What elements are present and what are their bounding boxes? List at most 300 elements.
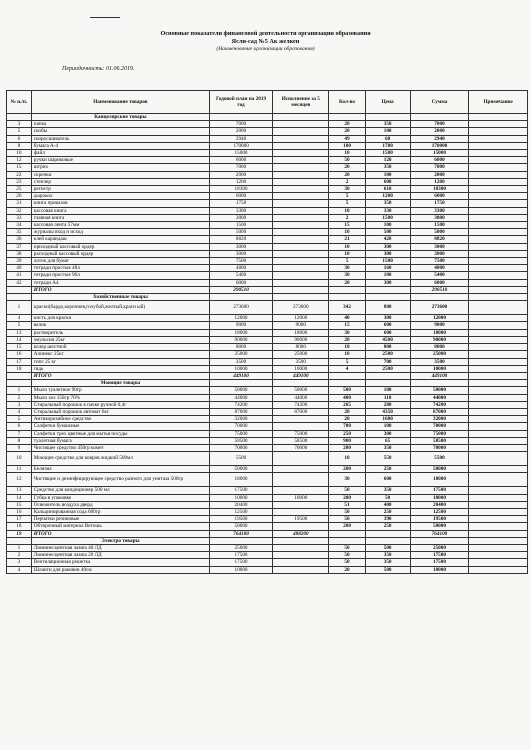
cell-execution: 44000 [273, 394, 329, 401]
cell-quantity: 50 [329, 552, 365, 559]
cell-sum: 12000 [410, 315, 469, 322]
cell-execution [273, 279, 329, 286]
scan-mark [90, 17, 120, 18]
cell-empty [329, 380, 365, 387]
cell-plan: 3000 [209, 214, 272, 221]
cell-execution [273, 157, 329, 164]
cell-number: 14 [7, 494, 32, 501]
cell-sum: 18300 [410, 186, 469, 193]
cell-plan: 74200 [209, 401, 272, 408]
cell-plan: 18000 [209, 329, 272, 336]
cell-empty [273, 537, 329, 544]
cell-name: кисть для краски [31, 315, 209, 322]
cell-note [469, 452, 528, 466]
cell-execution [273, 128, 329, 135]
cell-plan: 90000 [209, 336, 272, 343]
cell-execution: 58500 [273, 437, 329, 444]
cell-sum: 87000 [410, 408, 469, 415]
cell-price: 100 [365, 171, 410, 178]
cell-empty [365, 294, 410, 301]
cell-execution [273, 501, 329, 508]
cell-name: эмульсия 25кг [31, 336, 209, 343]
cell-quantity: 10 [329, 229, 365, 236]
cell-execution [273, 473, 329, 487]
cell-name: Белизна [31, 466, 209, 473]
cell-sum: 75000 [410, 430, 469, 437]
cell-plan: 4800 [209, 265, 272, 272]
cell-name: Обтирочный материал Ветошь [31, 523, 209, 530]
table-body [7, 114, 528, 574]
cell-empty [469, 537, 528, 544]
cell-number: 18 [7, 365, 32, 372]
cell-note [469, 408, 528, 415]
cell-execution [273, 243, 329, 250]
cell-name: файл [31, 150, 209, 157]
cell-empty [273, 114, 329, 121]
cell-name: скрепки [31, 171, 209, 178]
cell-note [469, 416, 528, 423]
table-row [7, 351, 528, 358]
cell-number: 4 [7, 408, 32, 415]
cell-price: 500 [365, 566, 410, 573]
cell-name: гвдь [31, 365, 209, 372]
section-row [7, 537, 528, 544]
cell-quantity: 50 [329, 516, 365, 523]
cell-plan: 6000 [209, 157, 272, 164]
cell-execution: 10000 [273, 494, 329, 501]
cell-note [469, 336, 528, 343]
table-row [7, 301, 528, 315]
cell-note [469, 272, 528, 279]
cell-name: тетради А4 [31, 279, 209, 286]
cell-empty [410, 114, 469, 121]
cell-quantity: 51 [329, 501, 365, 508]
cell-price: 800 [365, 344, 410, 351]
cell-quantity: 20 [329, 416, 365, 423]
cell-note [469, 523, 528, 530]
cell-quantity: 50 [329, 508, 365, 515]
cell-sum: 5400 [410, 272, 469, 279]
cell-execution: 8000 [273, 344, 329, 351]
cell-note [469, 315, 528, 322]
cell-quantity: 5 [329, 358, 365, 365]
cell-number: 15 [7, 164, 32, 171]
table-row [7, 214, 528, 221]
cell-name: Вентиляционная решетка [31, 559, 209, 566]
cell-execution: 25000 [273, 351, 329, 358]
cell-execution [273, 171, 329, 178]
cell-note [469, 193, 528, 200]
cell-execution: 273600 [273, 301, 329, 315]
cell-sum: 5000 [410, 229, 469, 236]
cell-name: Салфетки трех цветные для мытья посуды [31, 430, 209, 437]
cell-plan: 170000 [209, 142, 272, 149]
cell-number: 10 [7, 150, 32, 157]
cell-empty [365, 114, 410, 121]
cell-price [365, 286, 410, 293]
cell-sum: 18000 [410, 473, 469, 487]
cell-plan: 50000 [209, 387, 272, 394]
cell-empty [469, 294, 528, 301]
cell-number: 34 [7, 222, 32, 229]
cell-plan: 50000 [209, 523, 272, 530]
cell-number: 38 [7, 250, 32, 257]
table-row [7, 279, 528, 286]
cell-name: Чистящее средство 450гр комет [31, 444, 209, 451]
cell-quantity: 5 [329, 258, 365, 265]
cell-name: книга приказов [31, 200, 209, 207]
cell-plan: 273600 [209, 301, 272, 315]
cell-name: Моющие средство для ковров жидкий 500мл [31, 452, 209, 466]
cell-number [7, 294, 32, 301]
cell-quantity: 10 [329, 243, 365, 250]
col-header-note: Примечание [469, 91, 528, 114]
cell-note [469, 358, 528, 365]
cell-name: бумага А-4 [31, 142, 209, 149]
cell-note [469, 566, 528, 573]
table-row [7, 401, 528, 408]
cell-note [469, 329, 528, 336]
finance-table [6, 90, 528, 574]
cell-price: 330 [365, 207, 410, 214]
section-row [7, 114, 528, 121]
cell-name: Стиральный порошок автомат 6кг [31, 408, 209, 415]
cell-number: 13 [7, 487, 32, 494]
cell-note [469, 394, 528, 401]
cell-plan: 3000 [209, 243, 272, 250]
table-row [7, 552, 528, 559]
cell-price [365, 372, 410, 379]
cell-plan: 9000 [209, 322, 272, 329]
table-row [7, 365, 528, 372]
cell-execution [273, 452, 329, 466]
cell-name: кассовая книга [31, 207, 209, 214]
cell-plan: 8000 [209, 344, 272, 351]
cell-sum: 6000 [410, 279, 469, 286]
cell-note [469, 516, 528, 523]
col-header-execution: Исполнение за 5 месяцев [273, 91, 329, 114]
cell-quantity: 2 [329, 214, 365, 221]
cell-price: 100 [365, 222, 410, 229]
table-row [7, 315, 528, 322]
cell-sum: 58500 [410, 437, 469, 444]
cell-name: колер шестной [31, 344, 209, 351]
cell-number: 19 [7, 530, 32, 537]
cell-price: 4350 [365, 408, 410, 415]
cell-quantity: 200 [329, 494, 365, 501]
cell-note [469, 171, 528, 178]
cell-price: 2500 [365, 351, 410, 358]
cell-quantity: 342 [329, 301, 365, 315]
cell-name: Люминесцентная лампа 40 ЛД [31, 544, 209, 551]
cell-name: расходный кассовый ордер [31, 250, 209, 257]
cell-name: Алинекс 25кг [31, 351, 209, 358]
cell-number: 10 [7, 452, 32, 466]
table-row [7, 250, 528, 257]
cell-note [469, 501, 528, 508]
cell-sum: 20400 [410, 501, 469, 508]
cell-sum: 273600 [410, 301, 469, 315]
cell-quantity: 4 [329, 365, 365, 372]
cell-price: 350 [365, 559, 410, 566]
cell-name: приходный кассовый ордер [31, 243, 209, 250]
cell-note [469, 135, 528, 142]
cell-number: 15 [7, 501, 32, 508]
cell-number: 23 [7, 178, 32, 185]
section-row [7, 294, 528, 301]
cell-name: ИТОГО [31, 372, 209, 379]
cell-execution [273, 207, 329, 214]
table-row [7, 193, 528, 200]
cell-quantity: 10 [329, 150, 365, 157]
cell-price: 350 [365, 200, 410, 207]
table-row [7, 430, 528, 437]
table-row [7, 142, 528, 149]
table-row [7, 559, 528, 566]
cell-number: 4 [7, 315, 32, 322]
cell-quantity: 20 [329, 566, 365, 573]
cell-empty [329, 114, 365, 121]
col-header-quantity: Кол-во [329, 91, 365, 114]
cell-execution: 19500 [273, 516, 329, 523]
cell-quantity: 20 [329, 121, 365, 128]
cell-price: 300 [365, 250, 410, 257]
cell-sum: 25000 [410, 544, 469, 551]
cell-number: 5 [7, 416, 32, 423]
cell-sum: 1200 [410, 178, 469, 185]
cell-price: 120 [365, 157, 410, 164]
table-row [7, 186, 528, 193]
cell-execution [273, 200, 329, 207]
cell-note [469, 508, 528, 515]
cell-empty [209, 114, 272, 121]
cell-number [7, 380, 32, 387]
cell-price: 100 [365, 423, 410, 430]
cell-empty [273, 294, 329, 301]
cell-empty [209, 380, 272, 387]
cell-name: Антикорозийное средство [31, 416, 209, 423]
table-row [7, 394, 528, 401]
cell-quantity [329, 530, 365, 537]
cell-plan: 3500 [209, 358, 272, 365]
cell-number: 3 [7, 121, 32, 128]
cell-number: 3 [7, 401, 32, 408]
cell-price: 350 [365, 444, 410, 451]
cell-execution [273, 552, 329, 559]
cell-plan: 25000 [209, 544, 272, 551]
cell-empty [410, 294, 469, 301]
cell-sum: 6000 [410, 193, 469, 200]
cell-price: 600 [365, 322, 410, 329]
cell-plan: 10000 [209, 365, 272, 372]
cell-name: журналы вход и исход [31, 229, 209, 236]
table-row [7, 344, 528, 351]
cell-sum: 17500 [410, 552, 469, 559]
cell-execution [273, 566, 329, 573]
table-row [7, 444, 528, 451]
table-row [7, 229, 528, 236]
cell-quantity [329, 372, 365, 379]
cell-price: 50 [365, 494, 410, 501]
cell-plan: 2000 [209, 128, 272, 135]
table-row [7, 544, 528, 551]
cell-number: 33 [7, 214, 32, 221]
cell-quantity: 10 [329, 351, 365, 358]
cell-price [365, 530, 410, 537]
col-header-price: Цена [365, 91, 410, 114]
cell-note [469, 423, 528, 430]
cell-plan: 50000 [209, 466, 272, 473]
cell-empty [329, 537, 365, 544]
cell-plan: 6000 [209, 279, 272, 286]
cell-execution: 449100 [273, 372, 329, 379]
cell-execution [273, 265, 329, 272]
cell-price: 1200 [365, 193, 410, 200]
cell-quantity: 5 [329, 200, 365, 207]
cell-sum: 449100 [410, 372, 469, 379]
cell-number: 26 [7, 193, 32, 200]
cell-plan: 8820 [209, 236, 272, 243]
cell-name: дырокол [31, 193, 209, 200]
document-title: Основные показатели финансовой деятельности организации образования [160, 30, 371, 37]
table-row [7, 322, 528, 329]
cell-price: 60 [365, 135, 410, 142]
cell-sum: 1500 [410, 222, 469, 229]
cell-sum: 7000 [410, 121, 469, 128]
total-row [7, 530, 528, 537]
cell-number [7, 537, 32, 544]
cell-number: 16 [7, 508, 32, 515]
cell-quantity: 30 [329, 272, 365, 279]
cell-number: 2 [7, 552, 32, 559]
cell-number: 40 [7, 265, 32, 272]
cell-note [469, 351, 528, 358]
cell-sum: 7000 [410, 164, 469, 171]
cell-note [469, 200, 528, 207]
cell-name: тетради простые 48л [31, 265, 209, 272]
cell-note [469, 301, 528, 315]
cell-quantity [329, 286, 365, 293]
cell-plan: 25000 [209, 351, 272, 358]
table-row [7, 416, 528, 423]
cell-note [469, 344, 528, 351]
cell-execution [273, 523, 329, 530]
cell-name: степлер [31, 178, 209, 185]
cell-note [469, 128, 528, 135]
cell-execution [273, 508, 329, 515]
cell-execution [273, 222, 329, 229]
cell-price: 110 [365, 394, 410, 401]
cell-plan: 1750 [209, 200, 272, 207]
cell-price: 100 [365, 387, 410, 394]
cell-sum: 3000 [410, 214, 469, 221]
organization-name: Ясли-сад №5 Ак желкен [231, 38, 300, 45]
cell-price: 1500 [365, 150, 410, 157]
cell-quantity: 10 [329, 250, 365, 257]
col-header-number: № п./п. [7, 91, 32, 114]
cell-note [469, 322, 528, 329]
cell-plan: 15000 [209, 150, 272, 157]
section-title: Хозяйственные товары [31, 294, 209, 301]
cell-execution [273, 559, 329, 566]
cell-note [469, 494, 528, 501]
cell-plan: 764100 [209, 530, 272, 537]
cell-note [469, 387, 528, 394]
cell-name: лоток для бумаг [31, 258, 209, 265]
cell-price: 4500 [365, 336, 410, 343]
table-row [7, 566, 528, 573]
cell-sum: 3000 [410, 243, 469, 250]
cell-plan: 10000 [209, 566, 272, 573]
organization-note: (Наименование организации образования) [216, 46, 315, 52]
cell-name: кассовая лента 57мм [31, 222, 209, 229]
cell-execution [273, 142, 329, 149]
total-row [7, 372, 528, 379]
cell-number: 22 [7, 171, 32, 178]
cell-number: 17 [7, 516, 32, 523]
cell-number: 36 [7, 236, 32, 243]
cell-price: 350 [365, 164, 410, 171]
cell-plan: 290510 [209, 286, 272, 293]
cell-name: Чистящие и дезинфицирующее средство разного для унитаза 500гр [31, 473, 209, 487]
cell-name: Салфетки бумажные [31, 423, 209, 430]
cell-sum: 50000 [410, 523, 469, 530]
cell-number: 18 [7, 523, 32, 530]
cell-execution [273, 272, 329, 279]
cell-sum: 50000 [410, 387, 469, 394]
cell-quantity: 20 [329, 279, 365, 286]
cell-number: 16 [7, 351, 32, 358]
cell-sum: 3000 [410, 250, 469, 257]
table-row [7, 358, 528, 365]
cell-quantity: 30 [329, 265, 365, 272]
cell-number: 17 [7, 358, 32, 365]
period-label: Периодичность: 01.06.2019. [62, 66, 135, 72]
cell-sum: 25000 [410, 351, 469, 358]
cell-execution: 50000 [273, 387, 329, 394]
cell-number: 15 [7, 344, 32, 351]
cell-quantity: 20 [329, 171, 365, 178]
cell-quantity: 50 [329, 157, 365, 164]
cell-price: 500 [365, 544, 410, 551]
cell-price: 350 [365, 487, 410, 494]
cell-note [469, 229, 528, 236]
cell-price: 300 [365, 315, 410, 322]
cell-number: 12 [7, 473, 32, 487]
table-row [7, 452, 528, 466]
cell-plan: 1500 [209, 222, 272, 229]
cell-note [469, 207, 528, 214]
cell-note [469, 236, 528, 243]
section-row [7, 380, 528, 387]
cell-sum: 50000 [410, 466, 469, 473]
cell-plan: 5500 [209, 452, 272, 466]
cell-number: 37 [7, 243, 32, 250]
cell-quantity: 40 [329, 315, 365, 322]
table-row [7, 329, 528, 336]
table-row [7, 207, 528, 214]
table-row [7, 423, 528, 430]
cell-sum: 32000 [410, 416, 469, 423]
cell-plan: 20400 [209, 501, 272, 508]
cell-price: 400 [365, 501, 410, 508]
cell-name: тетради простые 96л [31, 272, 209, 279]
cell-execution [273, 178, 329, 185]
cell-note [469, 487, 528, 494]
cell-plan: 7000 [209, 121, 272, 128]
cell-quantity: 50 [329, 487, 365, 494]
cell-plan: 2000 [209, 171, 272, 178]
